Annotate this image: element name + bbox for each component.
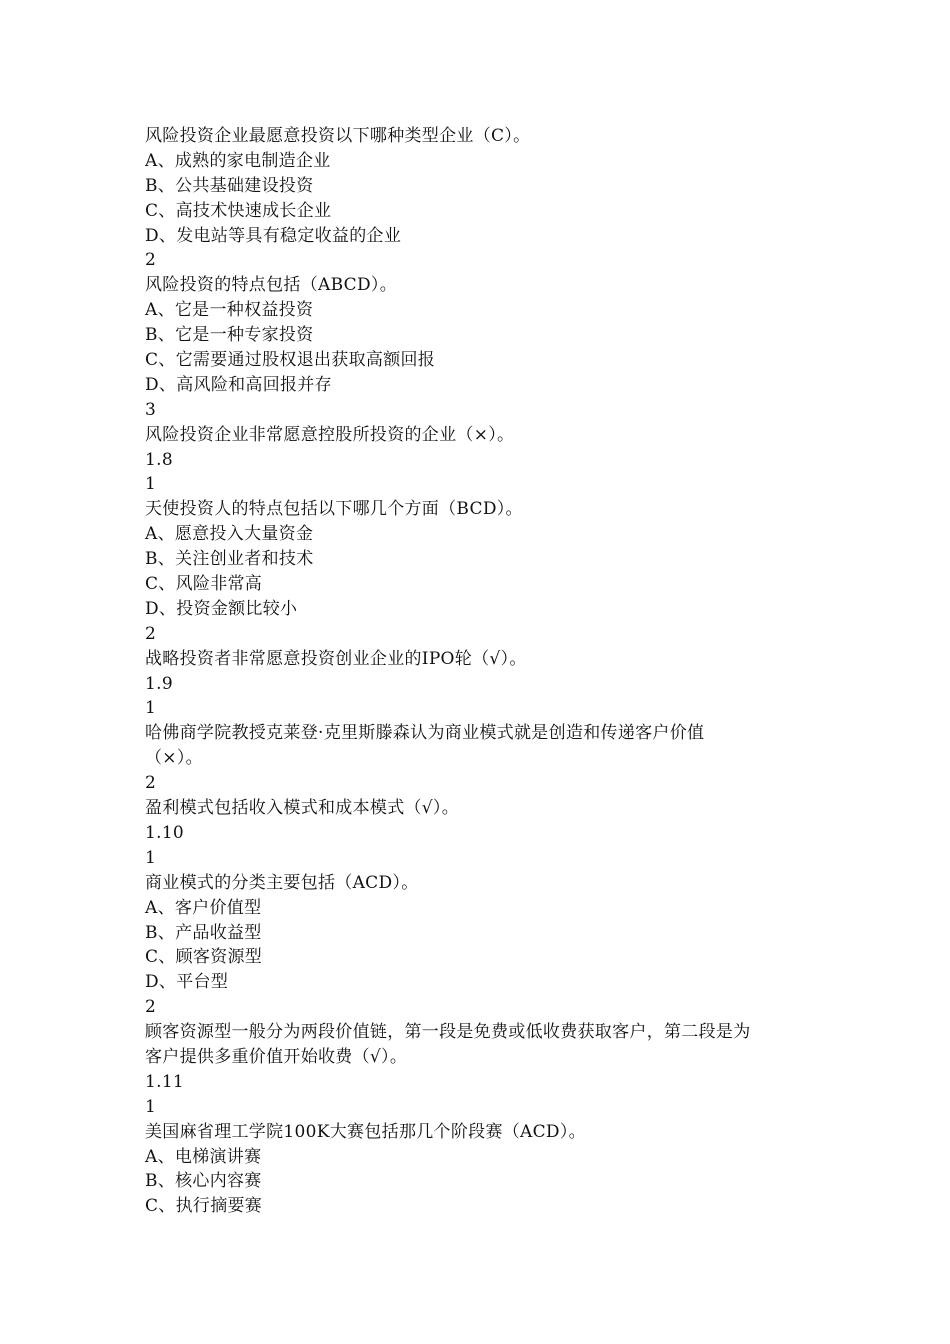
- option-d: D、投资金额比较小: [145, 598, 298, 619]
- question-text: 风险投资企业非常愿意控股所投资的企业（×）。: [145, 424, 515, 445]
- option-d: D、发电站等具有稳定收益的企业: [145, 225, 402, 246]
- option-b: B、它是一种专家投资: [145, 325, 314, 346]
- question-text-continued: （×）。: [145, 748, 203, 769]
- question-text: 顾客资源型一般分为两段价值链，第一段是免费或低收费获取客户，第二段是为: [145, 1022, 751, 1043]
- question-number: 1: [145, 847, 157, 868]
- question-number: 3: [145, 399, 157, 420]
- option-a: A、它是一种权益投资: [145, 300, 314, 321]
- question-text: 美国麻省理工学院100K大赛包括那几个阶段赛（ACD）。: [145, 1121, 586, 1142]
- option-b: B、关注创业者和技术: [145, 549, 314, 570]
- question-number: 2: [145, 773, 157, 794]
- question-number: 2: [145, 997, 157, 1018]
- section-number: 1.9: [145, 673, 173, 694]
- question-text: 盈利模式包括收入模式和成本模式（√）。: [145, 798, 460, 819]
- option-c: C、高技术快速成长企业: [145, 200, 332, 221]
- option-c: C、顾客资源型: [145, 947, 263, 968]
- option-b: B、核心内容赛: [145, 1171, 262, 1192]
- question-text: 天使投资人的特点包括以下哪几个方面（BCD）。: [145, 499, 523, 520]
- question-number: 1: [145, 698, 157, 719]
- option-c: C、它需要通过股权退出获取高额回报: [145, 350, 436, 371]
- section-number: 1.10: [145, 822, 185, 843]
- question-text-continued: 客户提供多重价值开始收费（√）。: [145, 1046, 408, 1067]
- section-number: 1.8: [145, 449, 173, 470]
- question-text: 战略投资者非常愿意投资创业企业的IPO轮（√）。: [145, 648, 527, 669]
- option-a: A、客户价值型: [145, 897, 262, 918]
- option-c: C、风险非常高: [145, 574, 263, 595]
- question-text: 商业模式的分类主要包括（ACD）。: [145, 872, 419, 893]
- option-c: C、执行摘要赛: [145, 1196, 263, 1217]
- option-b: B、产品收益型: [145, 922, 262, 943]
- option-a: A、愿意投入大量资金: [145, 524, 314, 545]
- option-d: D、高风险和高回报并存: [145, 374, 332, 395]
- question-number: 1: [145, 474, 157, 495]
- option-b: B、公共基础建设投资: [145, 175, 314, 196]
- question-number: 2: [145, 250, 157, 271]
- question-number: 2: [145, 623, 157, 644]
- option-a: A、电梯演讲赛: [145, 1146, 262, 1167]
- option-a: A、成熟的家电制造企业: [145, 150, 331, 171]
- question-number: 1: [145, 1096, 157, 1117]
- question-text: 风险投资企业最愿意投资以下哪种类型企业（C）。: [145, 126, 531, 146]
- option-d: D、平台型: [145, 972, 229, 993]
- question-text: 风险投资的特点包括（ABCD）。: [145, 275, 398, 296]
- section-number: 1.11: [145, 1071, 185, 1092]
- question-text: 哈佛商学院教授克莱登·克里斯滕森认为商业模式就是创造和传递客户价值: [145, 723, 705, 744]
- document-body: [145, 124, 825, 1219]
